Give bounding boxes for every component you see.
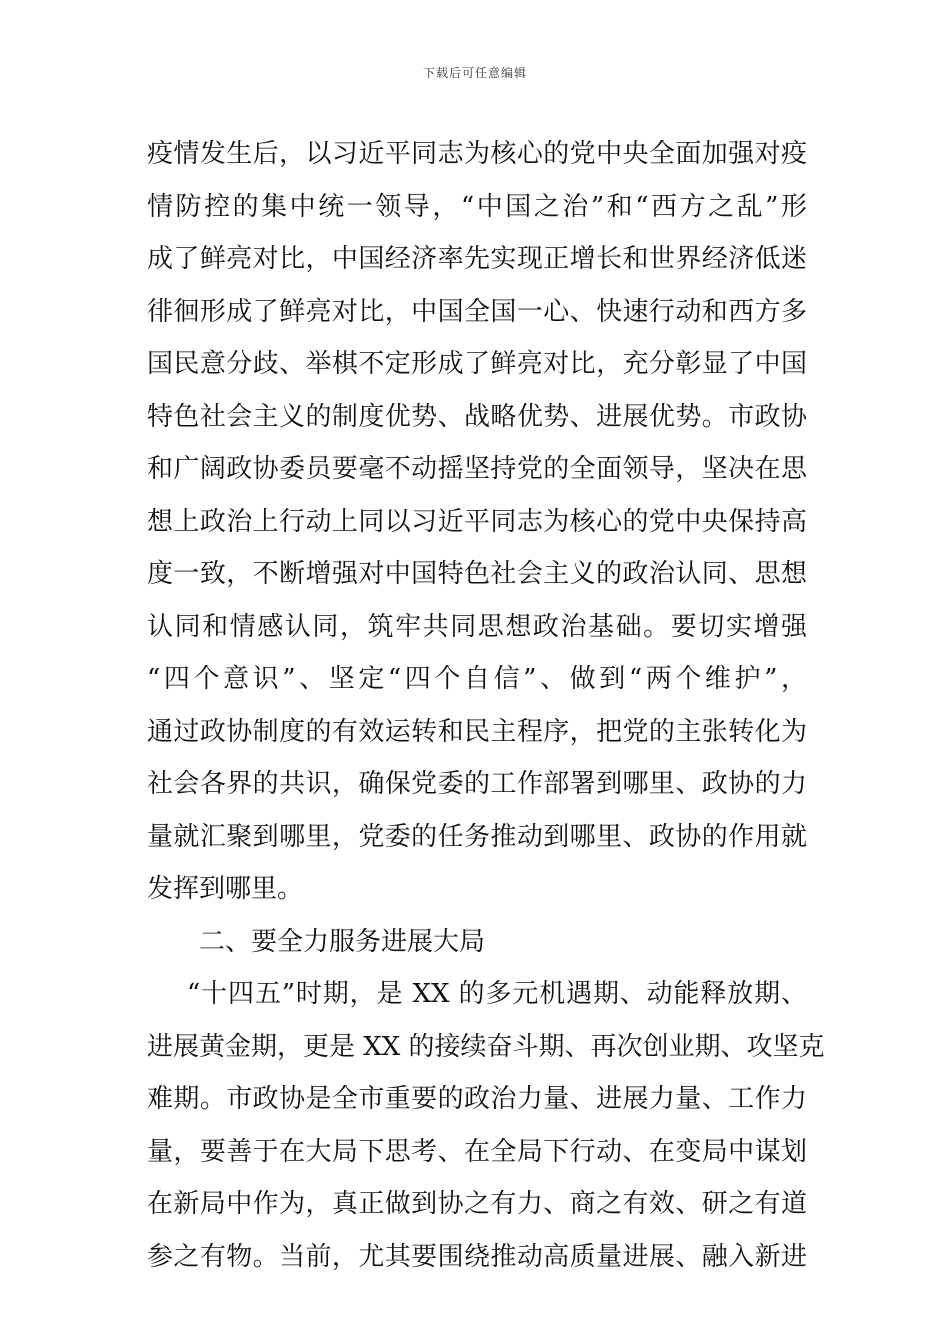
text-line: 度一致，不断增强对中国特色社会主义的政治认同、思想 bbox=[147, 559, 807, 589]
text-line: 疫情发生后，以习近平同志为核心的党中央全面加强对疫 bbox=[147, 139, 807, 169]
text-line: 特色社会主义的制度优势、战略优势、进展优势。市政协 bbox=[147, 401, 807, 432]
text-line: 想上政治上行动上同以习近平同志为核心的党中央保持高 bbox=[147, 506, 807, 537]
text-line: 和广阔政协委员要毫不动摇坚持党的全面领导，坚决在思 bbox=[147, 454, 807, 484]
text-line: 成了鲜亮对比，中国经济率先实现正增长和世界经济低迷 bbox=[147, 244, 807, 274]
text-line: 进展黄金期，更是 XX 的接续奋斗期、再次创业期、攻坚克 bbox=[147, 1031, 825, 1062]
text-line: 发挥到哪里。 bbox=[147, 874, 304, 904]
text-line: 认同和情感认同，筑牢共同思想政治基础。要切实增强 bbox=[147, 611, 807, 642]
text-line: 参之有物。当前，尤其要围绕推动高质量进展、融入新进 bbox=[147, 1241, 807, 1272]
text-line: 量，要善于在大局下思考、在全局下行动、在变局中谋划 bbox=[147, 1136, 807, 1167]
text-line: 社会各界的共识，确保党委的工作部署到哪里、政协的力 bbox=[147, 769, 807, 799]
text-line: 难期。市政协是全市重要的政治力量、进展力量、工作力 bbox=[147, 1084, 807, 1114]
text-line: 徘徊形成了鲜亮对比，中国全国一心、快速行动和西方多 bbox=[147, 296, 807, 327]
section-heading: 二、要全力服务进展大局 bbox=[199, 926, 486, 957]
text-line: 量就汇聚到哪里，党委的任务推动到哪里、政协的作用就 bbox=[147, 821, 807, 852]
text-line: 情防控的集中统一领导，“中国之治”和“西方之乱”形 bbox=[147, 191, 807, 222]
text-line: “四个意识”、坚定“四个自信”、做到“两个维护”， bbox=[147, 664, 807, 694]
text-line: 在新局中作为，真正做到协之有力、商之有效、研之有道 bbox=[147, 1189, 807, 1219]
text-line: 国民意分歧、举棋不定形成了鲜亮对比，充分彰显了中国 bbox=[147, 349, 807, 379]
download-editable-note: 下载后可任意编辑 bbox=[422, 66, 527, 80]
document-body bbox=[147, 128, 825, 1283]
text-line: “十四五”时期，是 XX 的多元机遇期、动能释放期、 bbox=[187, 979, 807, 1009]
text-line: 通过政协制度的有效运转和民主程序，把党的主张转化为 bbox=[147, 716, 807, 747]
